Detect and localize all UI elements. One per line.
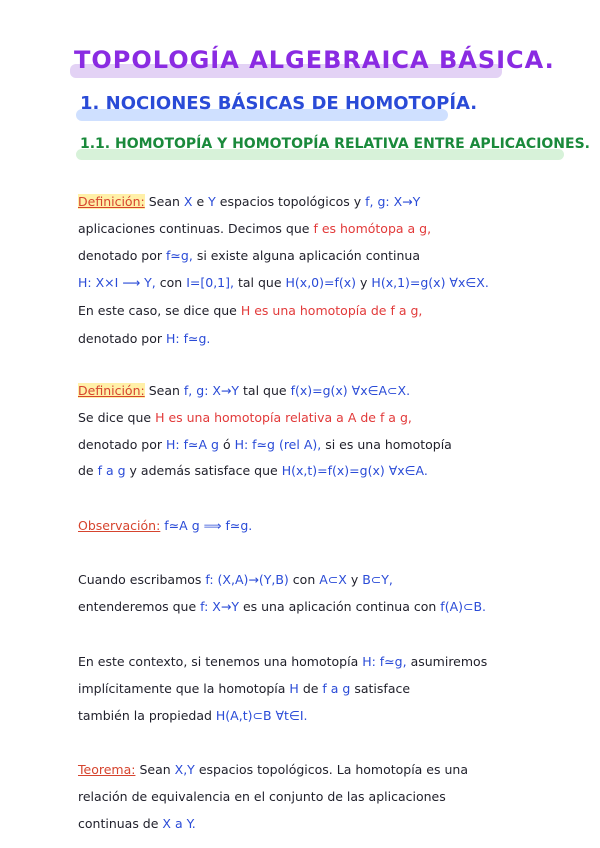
text: tal que — [237, 275, 282, 290]
math: H(A,t)⊂B ∀t∈I. — [215, 708, 308, 723]
emphasis: f es homótopa a g, — [313, 221, 432, 236]
math: H(x,1)=g(x) ∀x∈X. — [371, 275, 489, 290]
section-heading: 1. NOCIONES BÁSICAS DE HOMOTOPÍA. — [80, 93, 478, 114]
math: f(x)=g(x) ∀x∈A⊂X. — [290, 383, 411, 398]
definition-label: Definición: — [78, 383, 145, 398]
math: f, g: X→Y — [183, 383, 240, 398]
text: tal que — [243, 383, 287, 398]
text: Se dice que — [78, 410, 152, 425]
text: es una aplicación continua con — [242, 599, 437, 614]
text: En este contexto, si tenemos una homotopía — [78, 654, 359, 669]
text: implícitamente que la homotopía — [78, 681, 286, 696]
text: denotado por — [78, 437, 163, 452]
text: relación de equivalencia en el conjunto de las aplicaciones — [78, 789, 446, 804]
text: espacios topológicos y — [219, 194, 362, 209]
math: X a Y. — [162, 816, 196, 831]
def1-line-6 — [78, 331, 538, 347]
math: H: f≃A g — [166, 437, 219, 452]
text: Sean — [139, 762, 171, 777]
theorem-line-3 — [78, 816, 538, 832]
def2-line-1 — [78, 383, 538, 399]
math: X — [183, 194, 193, 209]
theorem-line-1 — [78, 762, 538, 778]
text: y además satisface que — [129, 463, 278, 478]
text: y — [360, 275, 368, 290]
observation-label: Observación: — [78, 518, 161, 533]
text: En este caso, se dice que — [78, 303, 237, 318]
math: A⊂X — [319, 572, 347, 587]
math: H: X×I ⟶ Y, — [78, 275, 156, 290]
def1-line-3 — [78, 248, 538, 264]
math: H(x,0)=f(x) — [285, 275, 357, 290]
math: f(A)⊂B. — [440, 599, 487, 614]
math: f≃A g ⟹ f≃g. — [164, 518, 253, 533]
text: denotado por — [78, 331, 163, 346]
emphasis: H es una homotopía relativa a A de f a g, — [155, 410, 412, 425]
para2-line-2 — [78, 681, 538, 697]
math: f: X→Y — [200, 599, 239, 614]
def1-line-4 — [78, 275, 538, 291]
text: denotado por — [78, 248, 163, 263]
theorem-label: Teorema: — [78, 762, 136, 777]
emphasis: H es una homotopía de f a g, — [240, 303, 423, 318]
math: X,Y — [174, 762, 195, 777]
math: H(x,t)=f(x)=g(x) ∀x∈A. — [281, 463, 428, 478]
text: ó — [222, 437, 231, 452]
para2-line-3 — [78, 708, 538, 724]
text: continuas de — [78, 816, 159, 831]
text: aplicaciones continuas. Decimos que — [78, 221, 310, 236]
text: Cuando escribamos — [78, 572, 202, 587]
text: de — [78, 463, 94, 478]
para1-line-1 — [78, 572, 538, 588]
page-title: TOPOLOGÍA ALGEBRAICA BÁSICA. — [74, 46, 555, 74]
def2-line-4 — [78, 463, 538, 479]
subsection-heading: 1.1. HOMOTOPÍA Y HOMOTOPÍA RELATIVA ENTRE APLICACIONES. — [80, 136, 590, 152]
math: f a g — [322, 681, 351, 696]
math: f a g — [97, 463, 126, 478]
text: asumiremos — [410, 654, 488, 669]
text: Sean — [148, 194, 180, 209]
definition-label: Definición: — [78, 194, 145, 209]
text: Sean — [148, 383, 180, 398]
para1-line-2 — [78, 599, 538, 615]
text: también la propiedad — [78, 708, 212, 723]
theorem-line-2 — [78, 789, 538, 805]
def1-line-5 — [78, 303, 538, 319]
text: con — [159, 275, 183, 290]
math: H — [289, 681, 299, 696]
math: H: f≃g, — [362, 654, 407, 669]
def2-line-2 — [78, 410, 538, 426]
para2-line-1 — [78, 654, 538, 670]
text: e — [196, 194, 205, 209]
text: de — [302, 681, 319, 696]
math: B⊂Y, — [362, 572, 393, 587]
def1-line-1 — [78, 194, 538, 210]
def1-line-2 — [78, 221, 538, 237]
text: si existe alguna aplicación continua — [196, 248, 421, 263]
math: Y — [208, 194, 216, 209]
def2-line-3 — [78, 437, 538, 453]
text: si es una homotopía — [325, 437, 452, 452]
math: H: f≃g. — [166, 331, 211, 346]
math: I=[0,1], — [186, 275, 234, 290]
math: f: (X,A)→(Y,B) — [205, 572, 289, 587]
text: y — [350, 572, 359, 587]
text: satisface — [354, 681, 411, 696]
text: espacios topológicos. La homotopía es una — [198, 762, 468, 777]
text: entenderemos que — [78, 599, 197, 614]
math: f≃g, — [166, 248, 193, 263]
math: f, g: X→Y — [365, 194, 421, 209]
math: H: f≃g (rel A), — [234, 437, 322, 452]
text: con — [292, 572, 316, 587]
observation-line — [78, 518, 538, 534]
